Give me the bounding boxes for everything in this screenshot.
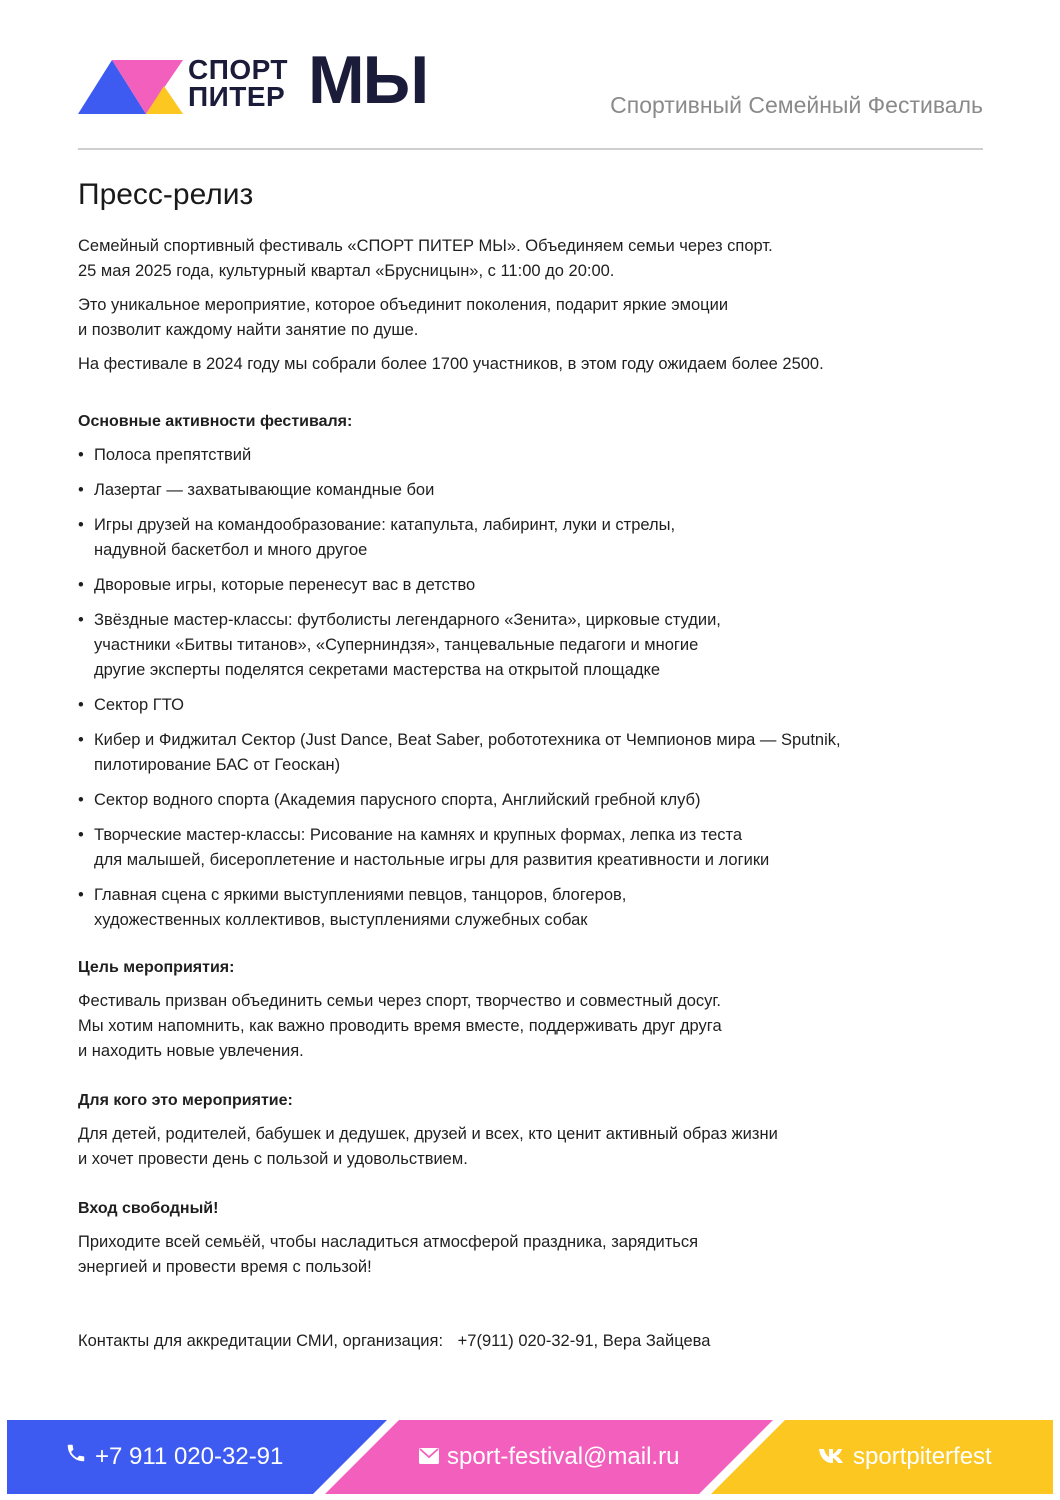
list-item-text: Звёздные мастер-классы: футболисты легендарного «Зенита», цирковые студии, xyxy=(94,611,721,629)
contacts xyxy=(78,1332,983,1351)
vk-icon xyxy=(819,1442,845,1472)
intro-paragraph-1 xyxy=(78,234,983,284)
goal-line3: и находить новые увлечения. xyxy=(78,1042,304,1060)
logo xyxy=(78,42,428,118)
page-header xyxy=(78,42,983,150)
contacts-label: Контакты для аккредитации СМИ, организация: xyxy=(78,1332,444,1350)
list-item-text: Сектор ГТО xyxy=(94,696,184,714)
audience-title: Для кого это мероприятие: xyxy=(78,1092,293,1109)
goal-line2: Мы хотим напомнить, как важно проводить время вместе, поддерживать друг друга xyxy=(78,1017,722,1035)
bullet: • xyxy=(78,791,84,809)
list-item-text: Кибер и Фиджитал Сектор (Just Dance, Beat Saber, робототехника от Чемпионов мира — Sputnik, xyxy=(94,731,841,749)
list-item-text: художественных коллективов, выступлениями служебных собак xyxy=(94,911,588,929)
list-item-text: Сектор водного спорта (Академия парусного спорта, Английский гребной клуб) xyxy=(94,791,701,809)
entry-title: Вход свободный! xyxy=(78,1200,219,1217)
logo-word: МЫ xyxy=(308,42,428,118)
list-item xyxy=(78,823,983,873)
intro-paragraph-2 xyxy=(78,293,983,343)
bullet: • xyxy=(78,576,84,594)
list-item xyxy=(78,788,983,813)
intro-p2-line1: Это уникальное мероприятие, которое объединит поколения, подарит яркие эмоции xyxy=(78,296,729,314)
activities-list xyxy=(78,443,983,933)
header-subtitle: Спортивный Семейный Фестиваль xyxy=(610,92,983,118)
phone-icon xyxy=(65,1442,87,1472)
list-item-text: Главная сцена с яркими выступлениями певцов, танцоров, блогеров, xyxy=(94,886,627,904)
list-item xyxy=(78,513,983,563)
footer-phone[interactable] xyxy=(65,1442,283,1472)
list-item xyxy=(78,728,983,778)
list-item-text: участники «Битвы титанов», «Суперниндзя», танцевальные педагоги и многие xyxy=(94,636,699,654)
logo-line1: СПОРТ xyxy=(188,54,289,85)
audience-paragraph xyxy=(78,1122,983,1172)
footer-vk[interactable] xyxy=(819,1442,992,1472)
bullet: • xyxy=(78,731,84,749)
bullet: • xyxy=(78,516,84,534)
bullet: • xyxy=(78,481,84,499)
list-item-text: Творческие мастер-классы: Рисование на камнях и крупных формах, лепка из теста xyxy=(94,826,743,844)
goal-paragraph xyxy=(78,989,983,1064)
list-item xyxy=(78,883,983,933)
list-item xyxy=(78,443,983,468)
entry-paragraph xyxy=(78,1230,983,1280)
list-item xyxy=(78,693,983,718)
entry-line2: энергией и провести время с пользой! xyxy=(78,1258,372,1276)
mail-icon xyxy=(419,1442,439,1472)
list-item-text: Лазертаг — захватывающие командные бои xyxy=(94,481,435,499)
list-item-text: Полоса препятствий xyxy=(94,446,252,464)
footer-email-text: sport-festival@mail.ru xyxy=(447,1443,680,1470)
logo-text xyxy=(188,56,288,110)
footer-vk-text: sportpiterfest xyxy=(853,1443,992,1470)
footer-bar xyxy=(7,1420,1053,1494)
list-item-text: Дворовые игры, которые перенесут вас в детство xyxy=(94,576,476,594)
bullet: • xyxy=(78,826,84,844)
logo-line2: ПИТЕР xyxy=(188,81,286,112)
bullet: • xyxy=(78,611,84,629)
contacts-value[interactable]: +7(911) 020-32-91, Вера Зайцева xyxy=(457,1332,711,1350)
list-item-text: Игры друзей на командообразование: катапульта, лабиринт, луки и стрелы, xyxy=(94,516,676,534)
footer-email[interactable] xyxy=(419,1442,679,1472)
list-item xyxy=(78,478,983,503)
audience-line2: и хочет провести день с пользой и удовольствием. xyxy=(78,1150,468,1168)
entry-line1: Приходите всей семьёй, чтобы насладиться атмосферой праздника, зарядиться xyxy=(78,1233,699,1251)
intro-p2-line2: и позволит каждому найти занятие по душе. xyxy=(78,321,419,339)
list-item-text: надувной баскетбол и много другое xyxy=(94,541,368,559)
list-item xyxy=(78,573,983,598)
list-item-text: для малышей, бисероплетение и настольные игры для развития креативности и логики xyxy=(94,851,770,869)
bullet: • xyxy=(78,446,84,464)
intro-p1-line1: Семейный спортивный фестиваль «СПОРТ ПИТЕР МЫ». Объединяем семьи через спорт. xyxy=(78,237,773,255)
goal-line1: Фестиваль призван объединить семьи через спорт, творчество и совместный досуг. xyxy=(78,992,721,1010)
press-release-body xyxy=(78,178,983,1351)
bullet: • xyxy=(78,886,84,904)
list-item-text: другие эксперты поделятся секретами мастерства на открытой площадке xyxy=(94,661,661,679)
list-item xyxy=(78,608,983,683)
activities-title: Основные активности фестиваля: xyxy=(78,413,353,430)
bullet: • xyxy=(78,696,84,714)
intro-paragraph-3: На фестивале в 2024 году мы собрали более 1700 участников, в этом году ожидаем более 2500. xyxy=(78,355,824,373)
logo-triangles-icon xyxy=(78,60,183,114)
audience-line1: Для детей, родителей, бабушек и дедушек, друзей и всех, кто ценит активный образ жизни xyxy=(78,1125,778,1143)
page-title: Пресс-релиз xyxy=(78,178,254,211)
list-item-text: пилотирование БАС от Геоскан) xyxy=(94,756,341,774)
footer-phone-text: +7 911 020-32-91 xyxy=(95,1443,284,1470)
goal-title: Цель мероприятия: xyxy=(78,959,235,976)
intro-p1-line2: 25 мая 2025 года, культурный квартал «Брусницын», с 11:00 до 20:00. xyxy=(78,262,615,280)
